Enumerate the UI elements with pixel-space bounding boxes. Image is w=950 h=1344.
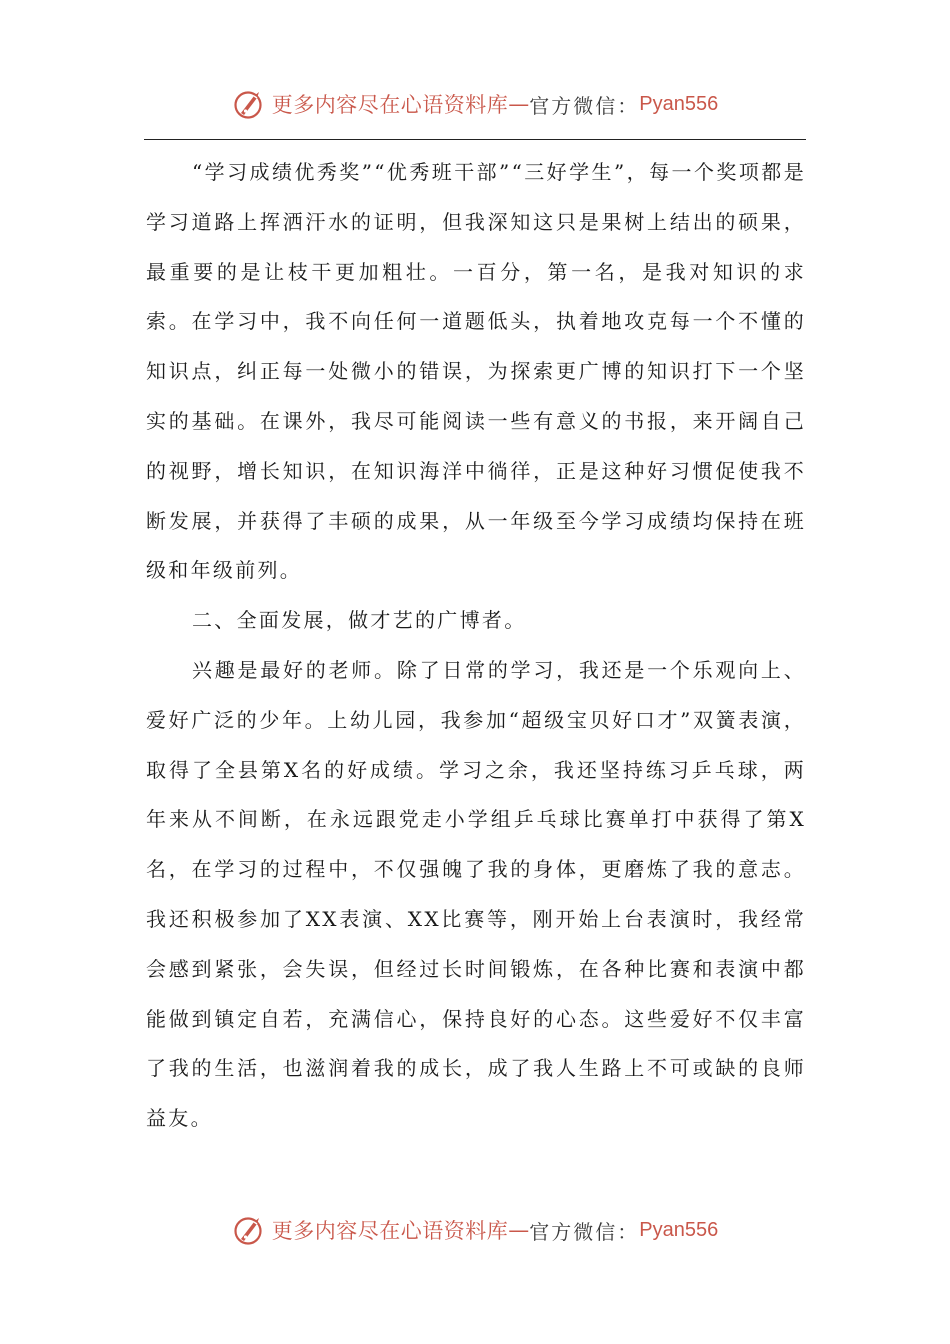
paragraph-interests: 兴趣是最好的老师。除了日常的学习，我还是一个乐观向上、爱好广泛的少年。上幼儿园，我参加“超级宝贝好口才”双簧表演，取得了全县第X名的好成绩。学习之余，我还坚持练习乒乓球，两年来从不间断，在永远跟党走小学组乒乓球比赛单打中获得了第X名，在学习的过程中，不仅强魄了我的身体，更磨炼了我的意志。我还积极参加了XX表演、XX比赛等，刚开始上台表演时，我经常会感到紧张，会失误，但经过长时间锻炼，在各种比赛和表演中都能做到镇定自若，充满信心，保持良好的心态。这些爱好不仅丰富了我的生活，也滋润着我的成长，成了我人生路上不可或缺的良师益友。 — [146, 657, 806, 1131]
document-body — [146, 148, 806, 1144]
banner-dash: — — [508, 92, 530, 116]
header-banner — [0, 82, 950, 126]
banner-official-label: 官方微信： — [529, 93, 640, 118]
footer-site-text: 更多内容尽在心语资料库 — [271, 1219, 509, 1243]
banner-site-text: 更多内容尽在心语资料库 — [271, 93, 509, 117]
footer-dash: — — [508, 1218, 530, 1242]
paragraph-awards: “学习成绩优秀奖”“优秀班干部”“三好学生”，每一个奖项都是学习道路上挥洒汗水的证明，但我深知这只是果树上结出的硕果，最重要的是让枝干更加粗壮。一百分，第一名，是我对知识的求索。在学习中，我不向任何一道题低头，执着地攻克每一个不懂的知识点，纠正每一处微小的错误，为探索更广博的知识打下一个坚实的基础。在课外，我尽可能阅读一些有意义的书报，来开阔自己的视野，增长知识，在知识海洋中徜徉，正是这种好习惯促使我不断发展，并获得了丰硕的成果，从一年级至今学习成绩均保持在班级和年级前列。 — [146, 160, 806, 583]
footer-wechat-id: Pyan556 — [639, 1218, 719, 1241]
section-heading-all-round: 二、全面发展，做才艺的广博者。 — [192, 608, 527, 633]
header-divider — [144, 139, 806, 140]
pen-nib-circle-icon — [232, 1212, 268, 1248]
pen-nib-circle-icon — [232, 86, 268, 122]
footer-banner — [0, 1208, 950, 1252]
footer-official-label: 官方微信： — [529, 1219, 640, 1244]
banner-wechat-id: Pyan556 — [639, 92, 719, 115]
